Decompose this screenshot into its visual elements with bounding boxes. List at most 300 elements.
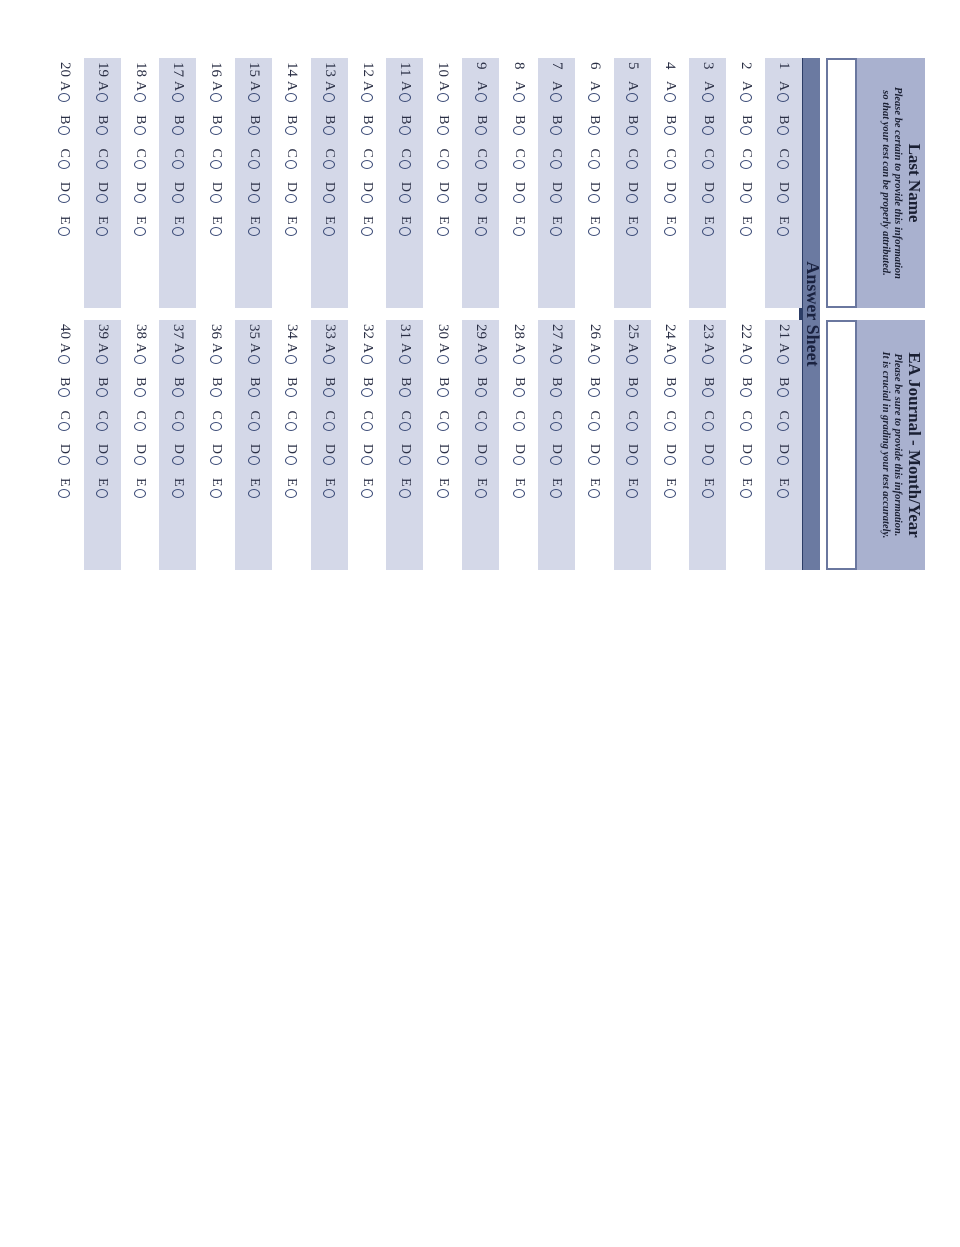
answer-option[interactable] [321, 216, 337, 236]
answer-option[interactable] [548, 478, 564, 498]
answer-bubble[interactable] [513, 422, 525, 431]
answer-option[interactable] [776, 182, 792, 203]
answer-bubble[interactable] [172, 194, 184, 203]
answer-option[interactable] [132, 343, 148, 364]
answer-option[interactable] [56, 444, 72, 465]
answer-bubble[interactable] [626, 456, 638, 465]
answer-bubble[interactable] [323, 160, 335, 169]
answer-bubble[interactable] [664, 355, 676, 364]
answer-bubble[interactable] [437, 93, 449, 102]
answer-bubble[interactable] [664, 456, 676, 465]
answer-option[interactable] [397, 148, 413, 168]
answer-option[interactable] [170, 115, 186, 135]
answer-option[interactable] [321, 81, 337, 102]
answer-option[interactable] [94, 444, 110, 465]
answer-option[interactable] [511, 148, 527, 168]
answer-option[interactable] [56, 343, 72, 364]
answer-bubble[interactable] [740, 194, 752, 203]
answer-option[interactable] [662, 377, 678, 397]
answer-bubble[interactable] [475, 388, 487, 397]
answer-option[interactable] [321, 148, 337, 168]
answer-option[interactable] [700, 216, 716, 236]
answer-bubble[interactable] [475, 489, 487, 498]
answer-option[interactable] [359, 182, 375, 203]
answer-bubble[interactable] [58, 160, 70, 169]
answer-bubble[interactable] [664, 93, 676, 102]
answer-bubble[interactable] [437, 456, 449, 465]
answer-option[interactable] [397, 478, 413, 498]
answer-bubble[interactable] [475, 93, 487, 102]
answer-bubble[interactable] [778, 160, 790, 169]
answer-option[interactable] [624, 115, 640, 135]
answer-bubble[interactable] [588, 194, 600, 203]
answer-bubble[interactable] [96, 355, 108, 364]
answer-option[interactable] [132, 216, 148, 236]
answer-option[interactable] [94, 115, 110, 135]
answer-option[interactable] [132, 182, 148, 203]
answer-option[interactable] [548, 343, 564, 364]
answer-option[interactable] [56, 148, 72, 168]
answer-bubble[interactable] [740, 126, 752, 135]
answer-bubble[interactable] [172, 489, 184, 498]
answer-option[interactable] [473, 377, 489, 397]
answer-bubble[interactable] [778, 388, 790, 397]
answer-option[interactable] [208, 216, 224, 236]
answer-bubble[interactable] [172, 227, 184, 236]
answer-bubble[interactable] [702, 93, 714, 102]
answer-option[interactable] [170, 343, 186, 364]
answer-option[interactable] [397, 343, 413, 364]
answer-option[interactable] [586, 216, 602, 236]
answer-bubble[interactable] [361, 422, 373, 431]
answer-bubble[interactable] [96, 456, 108, 465]
answer-bubble[interactable] [58, 422, 70, 431]
answer-option[interactable] [56, 410, 72, 430]
answer-bubble[interactable] [285, 355, 297, 364]
answer-option[interactable] [586, 148, 602, 168]
answer-option[interactable] [511, 377, 527, 397]
answer-bubble[interactable] [550, 388, 562, 397]
answer-bubble[interactable] [740, 456, 752, 465]
answer-bubble[interactable] [248, 355, 260, 364]
answer-option[interactable] [359, 410, 375, 430]
answer-bubble[interactable] [702, 456, 714, 465]
answer-bubble[interactable] [134, 388, 146, 397]
answer-option[interactable] [662, 343, 678, 364]
answer-bubble[interactable] [285, 489, 297, 498]
answer-bubble[interactable] [172, 355, 184, 364]
answer-bubble[interactable] [323, 194, 335, 203]
answer-option[interactable] [738, 182, 754, 203]
answer-bubble[interactable] [626, 489, 638, 498]
answer-bubble[interactable] [626, 227, 638, 236]
answer-bubble[interactable] [437, 160, 449, 169]
answer-option[interactable] [738, 478, 754, 498]
answer-option[interactable] [435, 444, 451, 465]
answer-option[interactable] [776, 148, 792, 168]
answer-option[interactable] [624, 377, 640, 397]
answer-bubble[interactable] [248, 194, 260, 203]
answer-option[interactable] [246, 478, 262, 498]
answer-option[interactable] [435, 410, 451, 430]
answer-bubble[interactable] [475, 227, 487, 236]
answer-option[interactable] [283, 444, 299, 465]
answer-bubble[interactable] [172, 93, 184, 102]
answer-option[interactable] [321, 343, 337, 364]
answer-bubble[interactable] [96, 160, 108, 169]
answer-option[interactable] [208, 377, 224, 397]
answer-bubble[interactable] [399, 160, 411, 169]
answer-bubble[interactable] [588, 160, 600, 169]
answer-option[interactable] [624, 148, 640, 168]
answer-bubble[interactable] [626, 422, 638, 431]
answer-bubble[interactable] [513, 93, 525, 102]
answer-option[interactable] [473, 216, 489, 236]
answer-option[interactable] [473, 115, 489, 135]
answer-bubble[interactable] [134, 126, 146, 135]
answer-bubble[interactable] [58, 126, 70, 135]
answer-option[interactable] [435, 377, 451, 397]
answer-bubble[interactable] [702, 194, 714, 203]
answer-option[interactable] [700, 343, 716, 364]
answer-bubble[interactable] [475, 126, 487, 135]
answer-bubble[interactable] [740, 160, 752, 169]
answer-option[interactable] [511, 216, 527, 236]
answer-option[interactable] [56, 478, 72, 498]
answer-bubble[interactable] [248, 422, 260, 431]
answer-option[interactable] [208, 115, 224, 135]
answer-bubble[interactable] [285, 194, 297, 203]
answer-bubble[interactable] [778, 489, 790, 498]
answer-bubble[interactable] [399, 355, 411, 364]
answer-bubble[interactable] [664, 388, 676, 397]
answer-option[interactable] [283, 377, 299, 397]
answer-bubble[interactable] [323, 93, 335, 102]
answer-option[interactable] [700, 410, 716, 430]
answer-option[interactable] [170, 182, 186, 203]
answer-option[interactable] [246, 115, 262, 135]
answer-bubble[interactable] [437, 489, 449, 498]
answer-bubble[interactable] [740, 489, 752, 498]
answer-option[interactable] [359, 115, 375, 135]
answer-bubble[interactable] [210, 422, 222, 431]
answer-bubble[interactable] [626, 194, 638, 203]
answer-bubble[interactable] [740, 422, 752, 431]
answer-bubble[interactable] [437, 194, 449, 203]
answer-option[interactable] [435, 148, 451, 168]
answer-bubble[interactable] [550, 227, 562, 236]
answer-bubble[interactable] [172, 456, 184, 465]
answer-option[interactable] [662, 444, 678, 465]
answer-bubble[interactable] [513, 126, 525, 135]
answer-option[interactable] [700, 148, 716, 168]
answer-option[interactable] [548, 115, 564, 135]
answer-option[interactable] [246, 377, 262, 397]
answer-option[interactable] [359, 81, 375, 102]
answer-bubble[interactable] [550, 160, 562, 169]
answer-bubble[interactable] [778, 93, 790, 102]
answer-option[interactable] [94, 410, 110, 430]
answer-option[interactable] [94, 81, 110, 102]
answer-bubble[interactable] [588, 227, 600, 236]
answer-option[interactable] [208, 410, 224, 430]
answer-bubble[interactable] [588, 388, 600, 397]
answer-option[interactable] [738, 115, 754, 135]
answer-bubble[interactable] [513, 160, 525, 169]
answer-bubble[interactable] [210, 489, 222, 498]
answer-bubble[interactable] [702, 355, 714, 364]
answer-option[interactable] [662, 148, 678, 168]
answer-bubble[interactable] [399, 93, 411, 102]
answer-option[interactable] [776, 410, 792, 430]
answer-option[interactable] [246, 148, 262, 168]
answer-bubble[interactable] [285, 93, 297, 102]
answer-option[interactable] [435, 343, 451, 364]
answer-option[interactable] [435, 216, 451, 236]
answer-option[interactable] [170, 216, 186, 236]
answer-bubble[interactable] [437, 355, 449, 364]
answer-bubble[interactable] [702, 422, 714, 431]
answer-bubble[interactable] [740, 93, 752, 102]
answer-option[interactable] [624, 182, 640, 203]
answer-bubble[interactable] [437, 422, 449, 431]
answer-option[interactable] [548, 410, 564, 430]
answer-bubble[interactable] [361, 93, 373, 102]
answer-bubble[interactable] [513, 456, 525, 465]
answer-option[interactable] [321, 115, 337, 135]
answer-bubble[interactable] [210, 227, 222, 236]
answer-bubble[interactable] [210, 456, 222, 465]
answer-bubble[interactable] [550, 93, 562, 102]
answer-option[interactable] [397, 81, 413, 102]
answer-bubble[interactable] [134, 422, 146, 431]
answer-bubble[interactable] [58, 456, 70, 465]
answer-bubble[interactable] [96, 194, 108, 203]
answer-bubble[interactable] [134, 489, 146, 498]
answer-option[interactable] [473, 410, 489, 430]
answer-bubble[interactable] [399, 227, 411, 236]
answer-option[interactable] [586, 444, 602, 465]
answer-bubble[interactable] [58, 194, 70, 203]
answer-option[interactable] [700, 377, 716, 397]
answer-bubble[interactable] [550, 355, 562, 364]
answer-bubble[interactable] [702, 388, 714, 397]
answer-option[interactable] [132, 81, 148, 102]
answer-option[interactable] [738, 148, 754, 168]
answer-option[interactable] [700, 444, 716, 465]
answer-bubble[interactable] [58, 355, 70, 364]
answer-bubble[interactable] [740, 227, 752, 236]
answer-option[interactable] [359, 377, 375, 397]
answer-option[interactable] [662, 182, 678, 203]
answer-option[interactable] [208, 81, 224, 102]
answer-bubble[interactable] [172, 388, 184, 397]
answer-option[interactable] [776, 343, 792, 364]
answer-bubble[interactable] [399, 126, 411, 135]
answer-bubble[interactable] [134, 456, 146, 465]
answer-bubble[interactable] [58, 93, 70, 102]
answer-bubble[interactable] [475, 355, 487, 364]
answer-bubble[interactable] [664, 160, 676, 169]
answer-option[interactable] [511, 410, 527, 430]
answer-option[interactable] [548, 444, 564, 465]
answer-bubble[interactable] [399, 456, 411, 465]
answer-bubble[interactable] [323, 489, 335, 498]
answer-option[interactable] [246, 343, 262, 364]
answer-bubble[interactable] [550, 489, 562, 498]
answer-bubble[interactable] [323, 126, 335, 135]
answer-option[interactable] [321, 444, 337, 465]
answer-option[interactable] [56, 81, 72, 102]
answer-option[interactable] [435, 81, 451, 102]
answer-bubble[interactable] [399, 194, 411, 203]
answer-option[interactable] [738, 410, 754, 430]
answer-option[interactable] [662, 115, 678, 135]
answer-bubble[interactable] [399, 422, 411, 431]
answer-option[interactable] [208, 343, 224, 364]
answer-bubble[interactable] [248, 489, 260, 498]
answer-option[interactable] [624, 410, 640, 430]
answer-option[interactable] [586, 115, 602, 135]
answer-option[interactable] [700, 81, 716, 102]
answer-option[interactable] [132, 410, 148, 430]
answer-bubble[interactable] [664, 126, 676, 135]
answer-bubble[interactable] [399, 489, 411, 498]
answer-option[interactable] [738, 343, 754, 364]
answer-bubble[interactable] [285, 160, 297, 169]
answer-bubble[interactable] [778, 126, 790, 135]
answer-option[interactable] [283, 148, 299, 168]
answer-option[interactable] [511, 115, 527, 135]
answer-option[interactable] [170, 148, 186, 168]
answer-bubble[interactable] [361, 489, 373, 498]
answer-bubble[interactable] [778, 194, 790, 203]
answer-bubble[interactable] [361, 227, 373, 236]
answer-option[interactable] [283, 81, 299, 102]
answer-bubble[interactable] [626, 388, 638, 397]
answer-bubble[interactable] [285, 227, 297, 236]
answer-option[interactable] [94, 148, 110, 168]
answer-bubble[interactable] [323, 388, 335, 397]
answer-option[interactable] [586, 182, 602, 203]
answer-bubble[interactable] [778, 456, 790, 465]
answer-bubble[interactable] [134, 194, 146, 203]
answer-option[interactable] [397, 410, 413, 430]
answer-bubble[interactable] [323, 227, 335, 236]
answer-bubble[interactable] [702, 489, 714, 498]
answer-option[interactable] [359, 148, 375, 168]
answer-option[interactable] [586, 410, 602, 430]
answer-bubble[interactable] [778, 355, 790, 364]
answer-option[interactable] [94, 216, 110, 236]
answer-option[interactable] [548, 216, 564, 236]
answer-option[interactable] [246, 81, 262, 102]
answer-option[interactable] [56, 216, 72, 236]
answer-option[interactable] [132, 478, 148, 498]
answer-bubble[interactable] [702, 126, 714, 135]
answer-option[interactable] [283, 410, 299, 430]
answer-bubble[interactable] [588, 456, 600, 465]
answer-option[interactable] [776, 81, 792, 102]
answer-bubble[interactable] [550, 194, 562, 203]
answer-option[interactable] [170, 377, 186, 397]
answer-option[interactable] [473, 478, 489, 498]
answer-option[interactable] [776, 216, 792, 236]
answer-bubble[interactable] [626, 355, 638, 364]
answer-option[interactable] [321, 478, 337, 498]
answer-bubble[interactable] [588, 93, 600, 102]
answer-option[interactable] [170, 410, 186, 430]
answer-option[interactable] [700, 478, 716, 498]
answer-option[interactable] [776, 444, 792, 465]
answer-option[interactable] [473, 182, 489, 203]
answer-bubble[interactable] [248, 126, 260, 135]
answer-option[interactable] [246, 444, 262, 465]
answer-option[interactable] [208, 182, 224, 203]
answer-option[interactable] [94, 343, 110, 364]
answer-option[interactable] [283, 343, 299, 364]
answer-option[interactable] [56, 182, 72, 203]
answer-bubble[interactable] [248, 456, 260, 465]
answer-bubble[interactable] [96, 422, 108, 431]
answer-bubble[interactable] [513, 355, 525, 364]
answer-bubble[interactable] [437, 126, 449, 135]
answer-bubble[interactable] [172, 160, 184, 169]
answer-option[interactable] [208, 478, 224, 498]
answer-option[interactable] [132, 148, 148, 168]
journal-month-year-field[interactable] [826, 320, 857, 570]
answer-option[interactable] [511, 444, 527, 465]
answer-bubble[interactable] [361, 456, 373, 465]
answer-bubble[interactable] [58, 227, 70, 236]
answer-option[interactable] [662, 410, 678, 430]
answer-bubble[interactable] [550, 422, 562, 431]
answer-option[interactable] [548, 377, 564, 397]
answer-bubble[interactable] [285, 456, 297, 465]
answer-bubble[interactable] [664, 489, 676, 498]
answer-option[interactable] [56, 377, 72, 397]
answer-option[interactable] [283, 216, 299, 236]
answer-option[interactable] [359, 343, 375, 364]
answer-bubble[interactable] [210, 126, 222, 135]
answer-option[interactable] [246, 216, 262, 236]
answer-option[interactable] [94, 478, 110, 498]
answer-bubble[interactable] [437, 227, 449, 236]
answer-bubble[interactable] [702, 160, 714, 169]
answer-bubble[interactable] [626, 93, 638, 102]
answer-option[interactable] [435, 478, 451, 498]
answer-bubble[interactable] [740, 355, 752, 364]
answer-option[interactable] [511, 478, 527, 498]
answer-option[interactable] [776, 115, 792, 135]
answer-option[interactable] [283, 478, 299, 498]
answer-option[interactable] [246, 182, 262, 203]
answer-option[interactable] [435, 115, 451, 135]
answer-bubble[interactable] [475, 422, 487, 431]
answer-bubble[interactable] [664, 194, 676, 203]
answer-bubble[interactable] [588, 422, 600, 431]
answer-bubble[interactable] [361, 126, 373, 135]
answer-bubble[interactable] [323, 456, 335, 465]
answer-option[interactable] [435, 182, 451, 203]
answer-option[interactable] [473, 81, 489, 102]
answer-option[interactable] [586, 377, 602, 397]
answer-bubble[interactable] [361, 388, 373, 397]
answer-bubble[interactable] [134, 93, 146, 102]
answer-bubble[interactable] [588, 355, 600, 364]
answer-option[interactable] [359, 444, 375, 465]
answer-bubble[interactable] [248, 160, 260, 169]
